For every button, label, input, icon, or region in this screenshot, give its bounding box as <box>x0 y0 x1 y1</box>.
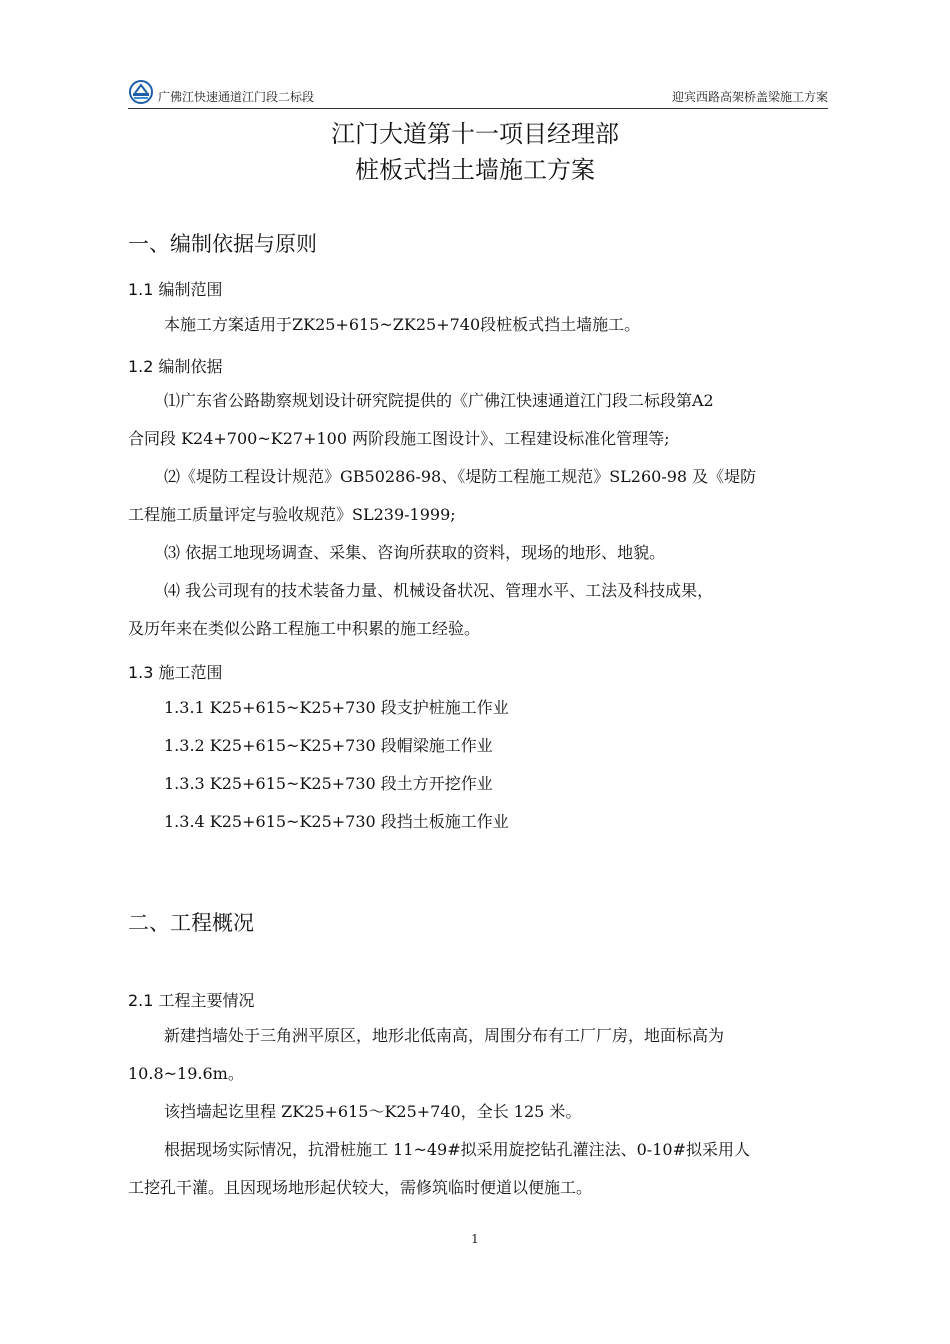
section21-body <box>128 1017 832 1207</box>
header-divider <box>128 108 828 109</box>
list-item: 1.3.4 K25+615~K25+730 段挡土板施工作业 <box>164 812 509 831</box>
paragraph-line: 新建挡墙处于三角洲平原区，地形北低南高，周围分布有工厂厂房，地面标高为 <box>164 1026 725 1045</box>
paragraph-line: 根据现场实际情况，抗滑桩施工 11~49#拟采用旋挖钻孔灌注法、0-10#拟采用人 <box>164 1140 750 1159</box>
paragraph-line: 工程施工质量评定与验收规范》SL239-1999; <box>128 505 456 524</box>
section12-heading: 1.2 编制依据 <box>128 357 223 376</box>
paragraph-line: ⑶ 依据工地现场调查、采集、咨询所获取的资料，现场的地形、地貌。 <box>164 543 666 562</box>
page-header <box>128 78 828 108</box>
document-title-line2: 桩板式挡土墙施工方案 <box>355 156 595 184</box>
page-number: 1 <box>471 1232 479 1246</box>
paragraph-line: 及历年来在类似公路工程施工中积累的施工经验。 <box>128 619 481 638</box>
list-item: 1.3.1 K25+615~K25+730 段支护桩施工作业 <box>164 698 509 717</box>
section11-heading: 1.1 编制范围 <box>128 280 223 299</box>
section1-heading: 一、编制依据与原则 <box>128 232 317 256</box>
list-item: 1.3.3 K25+615~K25+730 段土方开挖作业 <box>164 774 493 793</box>
paragraph-line: 10.8~19.6m。 <box>128 1064 244 1083</box>
paragraph-line: ⑵《堤防工程设计规范》GB50286-98、《堤防工程施工规范》SL260-98 及《堤防 <box>164 467 757 486</box>
paragraph-line: ⑴广东省公路勘察规划设计研究院提供的《广佛江快速通道江门段二标段第A2 <box>164 391 714 410</box>
paragraph-line: ⑷ 我公司现有的技术装备力量、机械设备状况、管理水平、工法及科技成果， <box>164 581 714 600</box>
section2-heading: 二、工程概况 <box>128 911 254 935</box>
document-title-line1: 江门大道第十一项目经理部 <box>331 120 619 148</box>
paragraph-line: 本施工方案适用于ZK25+615~ZK25+740段桩板式挡土墙施工。 <box>164 315 641 334</box>
header-document-name: 迎宾西路高架桥盖梁施工方案 <box>671 90 828 104</box>
section21-heading: 2.1 工程主要情况 <box>128 991 255 1010</box>
header-project-name: 广佛江快速通道江门段二标段 <box>158 90 315 104</box>
paragraph-line: 工挖孔干灌。且因现场地形起伏较大，需修筑临时便道以便施工。 <box>128 1178 593 1197</box>
paragraph-line: 合同段 K24+700~K27+100 两阶段施工图设计》、工程建设标准化管理等; <box>128 429 670 448</box>
section11-body <box>128 306 832 344</box>
list-item: 1.3.2 K25+615~K25+730 段帽梁施工作业 <box>164 736 493 755</box>
paragraph-line: 该挡墙起讫里程 ZK25+615～K25+740，全长 125 米。 <box>164 1102 582 1121</box>
section13-list <box>128 689 832 841</box>
section12-body <box>128 382 832 648</box>
company-logo-icon <box>128 80 154 104</box>
section13-heading: 1.3 施工范围 <box>128 663 223 682</box>
